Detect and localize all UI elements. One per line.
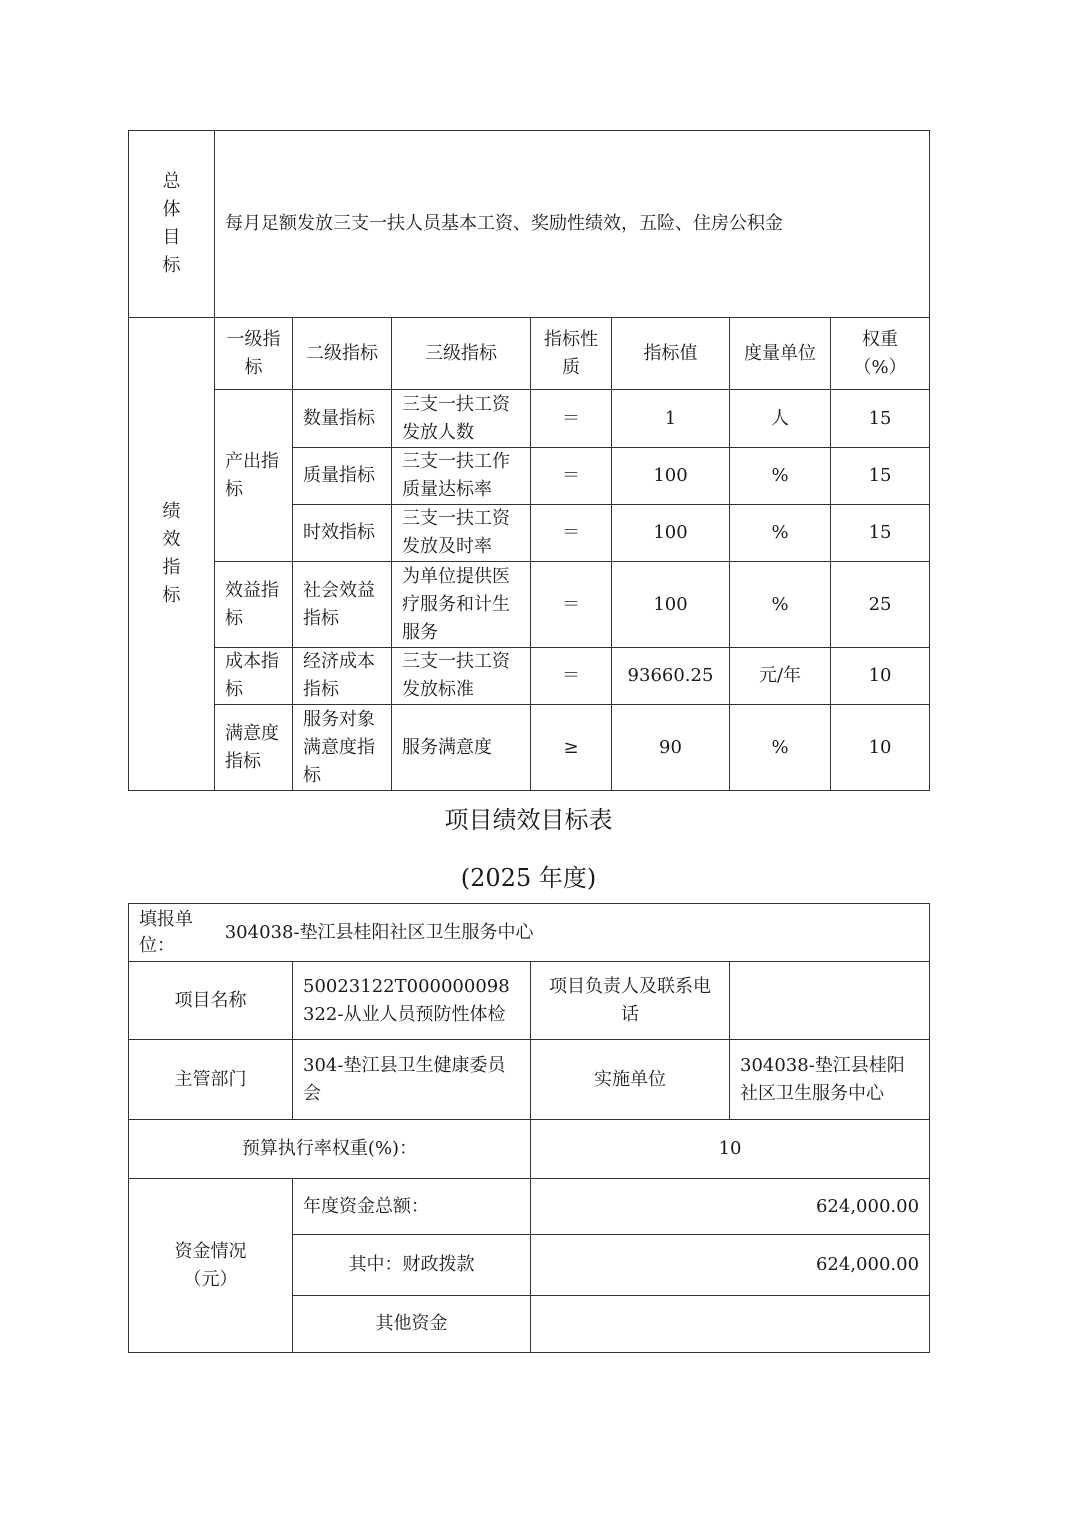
value-cell: 100 bbox=[612, 448, 730, 505]
value-cell: 100 bbox=[612, 562, 730, 648]
overall-goal-label: 总 体 目 标 bbox=[129, 131, 215, 318]
performance-indicator-label: 绩 效 指 标 bbox=[129, 318, 215, 791]
level3-cell: 三支一扶工资发放标准 bbox=[392, 648, 531, 705]
performance-goal-table bbox=[128, 130, 930, 791]
nature-cell: ≥ bbox=[531, 705, 612, 791]
fiscal-allocation-value: 624,000.00 bbox=[531, 1235, 930, 1296]
group-cost: 成本指标 bbox=[215, 648, 293, 705]
header-nature: 指标性质 bbox=[531, 318, 612, 390]
table-row bbox=[129, 390, 930, 448]
nature-cell: ＝ bbox=[531, 648, 612, 705]
level2-cell: 时效指标 bbox=[293, 505, 392, 562]
header-level1: 一级指标 bbox=[215, 318, 293, 390]
annual-total-label: 年度资金总额： bbox=[293, 1179, 531, 1235]
level3-cell: 服务满意度 bbox=[392, 705, 531, 791]
nature-cell: ＝ bbox=[531, 390, 612, 448]
value-cell: 93660.25 bbox=[612, 648, 730, 705]
header-unit: 度量单位 bbox=[730, 318, 831, 390]
impl-unit-label: 实施单位 bbox=[531, 1040, 730, 1120]
level2-cell: 服务对象满意度指标 bbox=[293, 705, 392, 791]
dept-value: 304-垫江县卫生健康委员会 bbox=[293, 1040, 531, 1120]
level3-cell: 三支一扶工资发放及时率 bbox=[392, 505, 531, 562]
project-name-label: 项目名称 bbox=[129, 962, 293, 1040]
nature-cell: ＝ bbox=[531, 562, 612, 648]
value-cell: 90 bbox=[612, 705, 730, 791]
unit-cell: % bbox=[730, 705, 831, 791]
level2-cell: 社会效益指标 bbox=[293, 562, 392, 648]
header-level2: 二级指标 bbox=[293, 318, 392, 390]
level3-cell: 三支一扶工作质量达标率 bbox=[392, 448, 531, 505]
level3-cell: 为单位提供医疗服务和计生服务 bbox=[392, 562, 531, 648]
reporter-label: 填报单位： bbox=[139, 908, 193, 956]
project-leader-value bbox=[730, 962, 930, 1040]
weight-cell: 10 bbox=[831, 648, 930, 705]
other-funds-value bbox=[531, 1296, 930, 1353]
funds-label: 资金情况（元） bbox=[129, 1179, 293, 1353]
table-row bbox=[129, 562, 930, 648]
group-output: 产出指标 bbox=[215, 390, 293, 562]
project-name-value: 50023122T000000098322-从业人员预防性体检 bbox=[293, 962, 531, 1040]
weight-cell: 25 bbox=[831, 562, 930, 648]
budget-rate-value: 10 bbox=[531, 1120, 930, 1179]
unit-cell: % bbox=[730, 562, 831, 648]
weight-cell: 15 bbox=[831, 448, 930, 505]
level2-cell: 数量指标 bbox=[293, 390, 392, 448]
reporter-value: 304038-垫江县桂阳社区卫生服务中心 bbox=[224, 921, 534, 943]
overall-goal-text: 每月足额发放三支一扶人员基本工资、奖励性绩效，五险、住房公积金 bbox=[215, 131, 930, 318]
level2-cell: 经济成本指标 bbox=[293, 648, 392, 705]
nature-cell: ＝ bbox=[531, 505, 612, 562]
weight-cell: 15 bbox=[831, 505, 930, 562]
fiscal-allocation-label: 其中：财政拨款 bbox=[293, 1235, 531, 1296]
level3-cell: 三支一扶工资发放人数 bbox=[392, 390, 531, 448]
nature-cell: ＝ bbox=[531, 448, 612, 505]
unit-cell: 元/年 bbox=[730, 648, 831, 705]
unit-cell: 人 bbox=[730, 390, 831, 448]
value-cell: 100 bbox=[612, 505, 730, 562]
impl-unit-value: 304038-垫江县桂阳社区卫生服务中心 bbox=[730, 1040, 930, 1120]
unit-cell: % bbox=[730, 448, 831, 505]
dept-label: 主管部门 bbox=[129, 1040, 293, 1120]
other-funds-label: 其他资金 bbox=[293, 1296, 531, 1353]
group-benefit: 效益指标 bbox=[215, 562, 293, 648]
project-info-table bbox=[128, 903, 930, 1353]
reporter-row bbox=[129, 904, 930, 962]
value-cell: 1 bbox=[612, 390, 730, 448]
table-row bbox=[129, 705, 930, 791]
level2-cell: 质量指标 bbox=[293, 448, 392, 505]
unit-cell: % bbox=[730, 505, 831, 562]
project-leader-label: 项目负责人及联系电话 bbox=[531, 962, 730, 1040]
weight-cell: 10 bbox=[831, 705, 930, 791]
header-level3: 三级指标 bbox=[392, 318, 531, 390]
header-weight: 权重（%） bbox=[831, 318, 930, 390]
group-satisfaction: 满意度指标 bbox=[215, 705, 293, 791]
table-row bbox=[129, 648, 930, 705]
budget-rate-label: 预算执行率权重(%)： bbox=[129, 1120, 531, 1179]
weight-cell: 15 bbox=[831, 390, 930, 448]
annual-total-value: 624,000.00 bbox=[531, 1179, 930, 1235]
header-value: 指标值 bbox=[612, 318, 730, 390]
section-year: (2025 年度) bbox=[460, 864, 597, 892]
section-title: 项目绩效目标表 bbox=[444, 806, 613, 834]
